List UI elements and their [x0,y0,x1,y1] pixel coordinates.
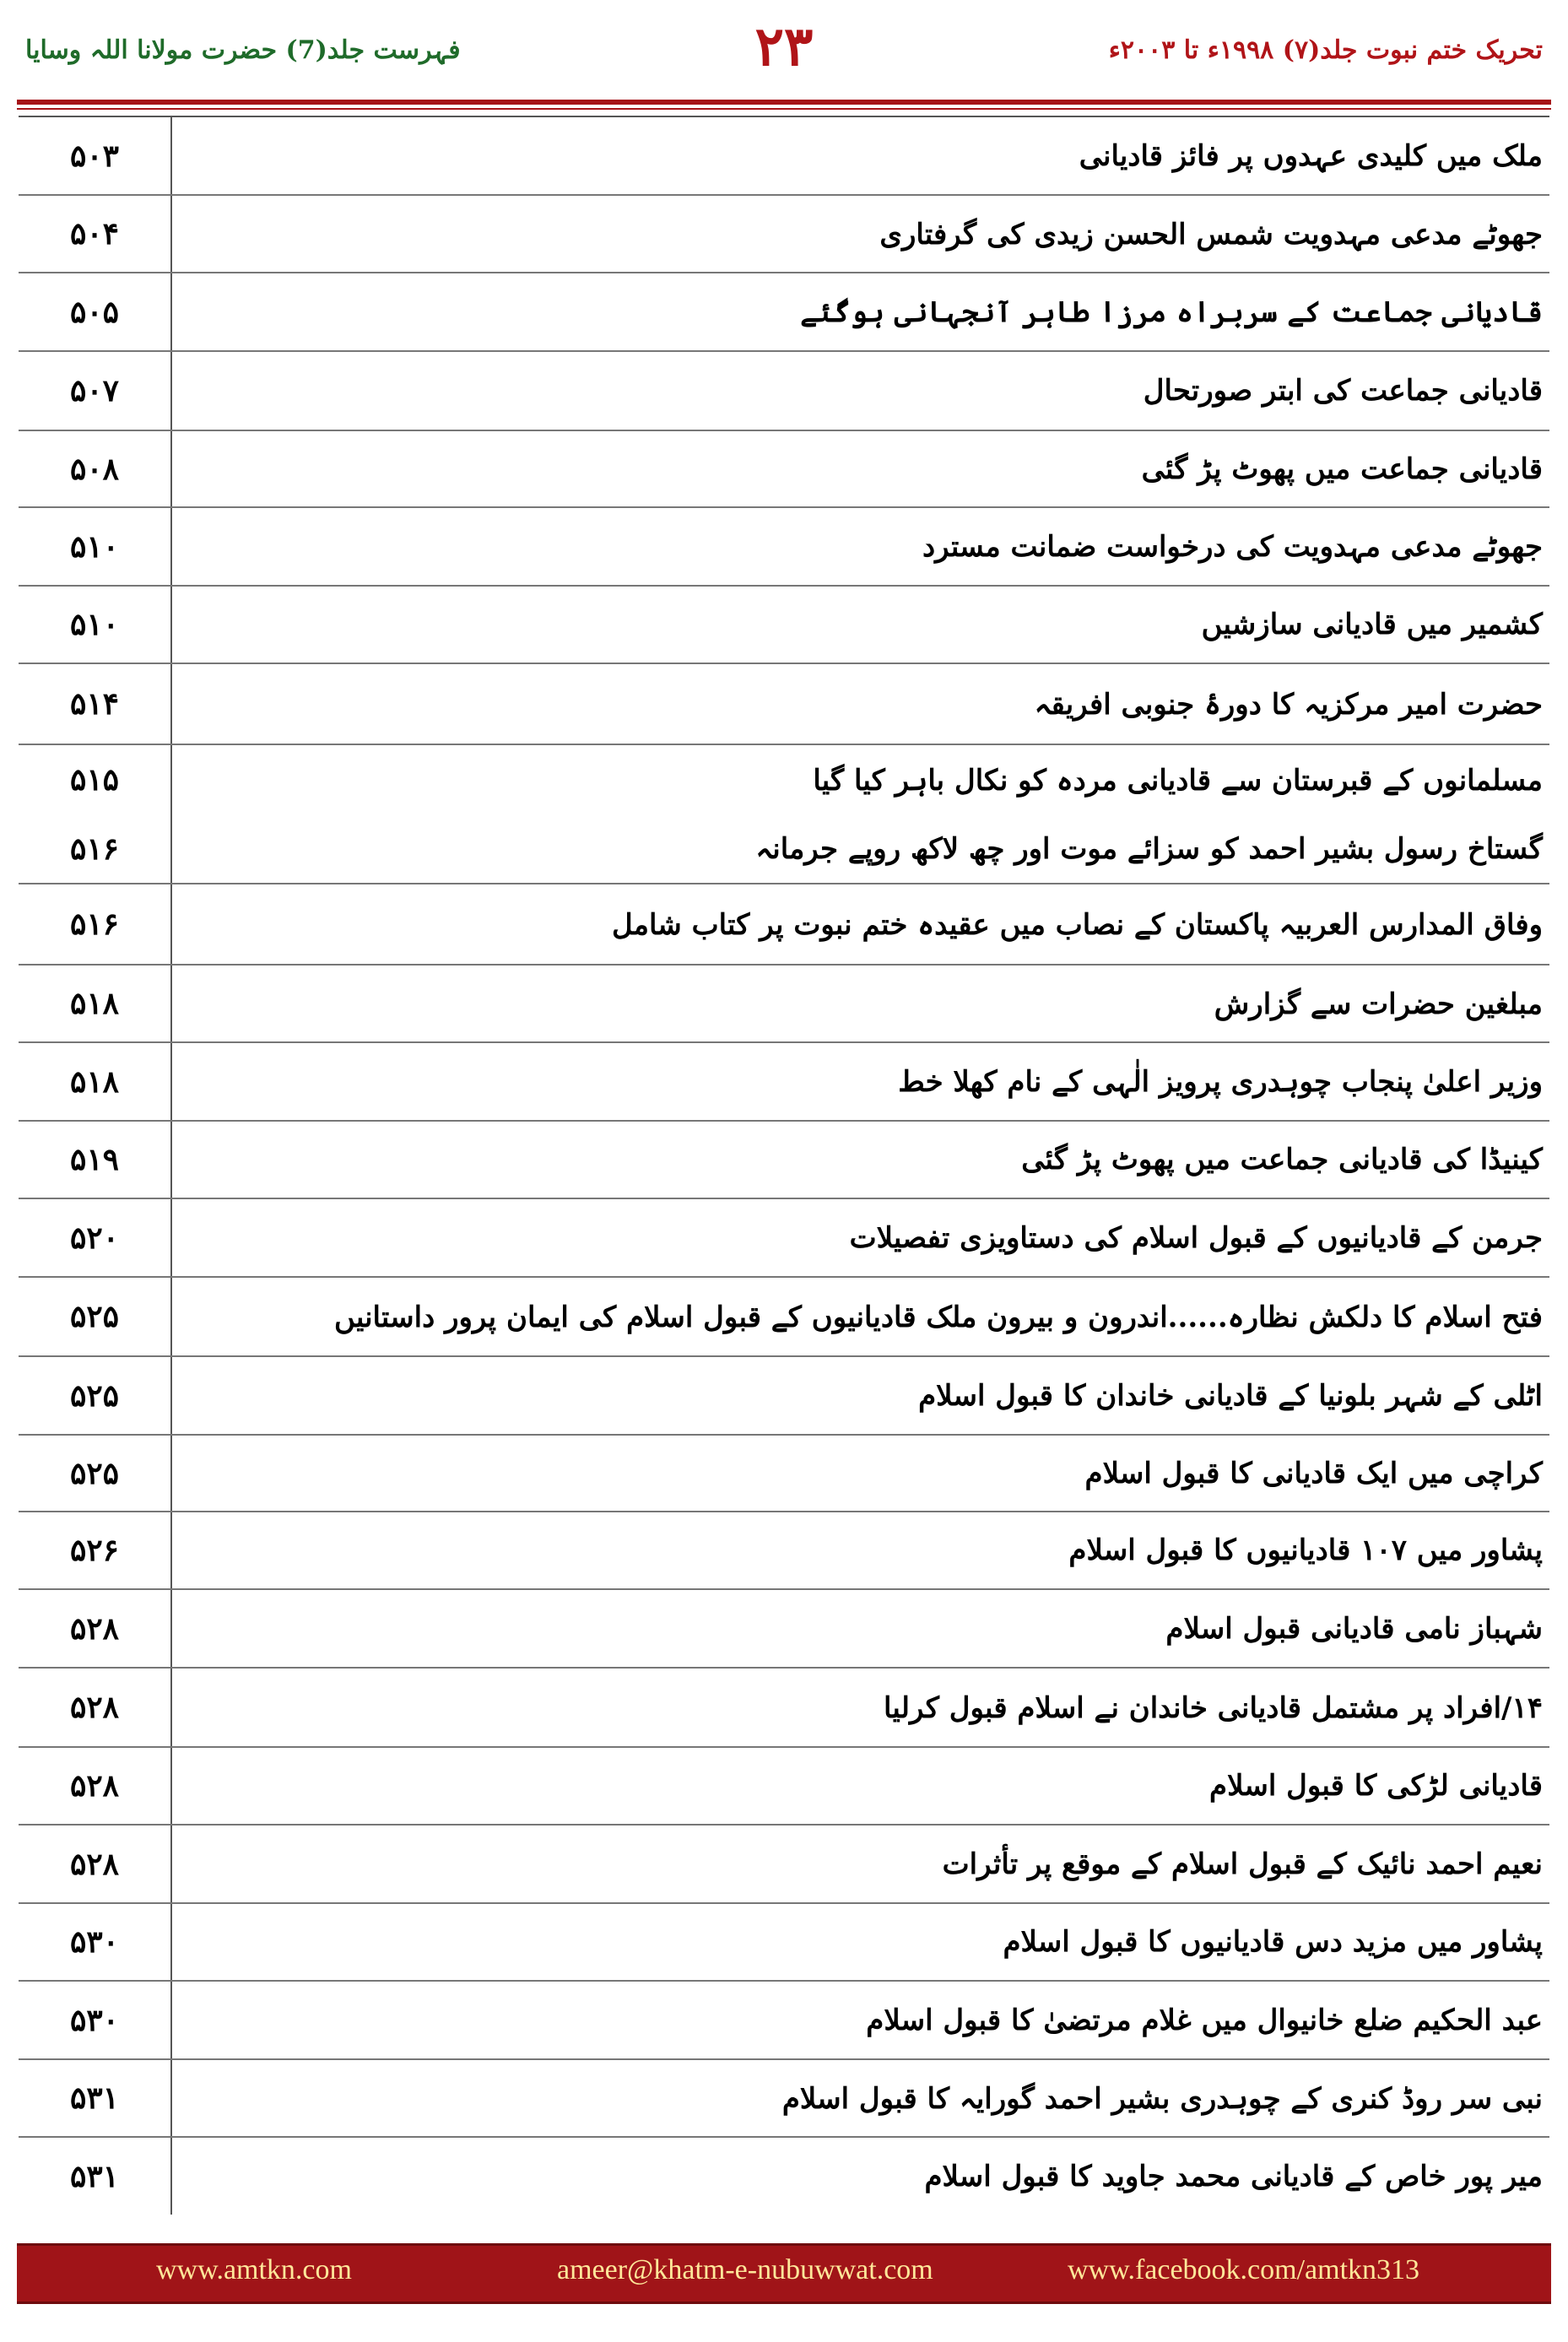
toc-page-number: ۵۱۸ [69,1063,119,1100]
toc-row [19,1748,1549,1825]
toc-row [19,273,1549,352]
toc-row [19,1436,1549,1512]
toc-title: فتح اسلام کا دلکش نظارہ......اندرون و بیرون ملک قادیانیوں کے قبول اسلام کی ایمان پرور داستانیں [333,1300,1543,1334]
toc-row [19,745,1549,814]
toc-title: مسلمانوں کے قبرستان سے قادیانی مردہ کو نکال باہر کیا گیا [813,763,1543,798]
toc-row [19,1043,1549,1122]
toc-title: پشاور میں ۱۰۷ قادیانیوں کا قبول اسلام [1068,1533,1543,1567]
toc-row [19,1825,1549,1904]
toc-row [19,1590,1549,1669]
toc-row [19,1512,1549,1590]
toc-page-number: ۵۰۵ [69,294,119,330]
toc-title: جھوٹے مدعی مہدویت شمس الحسن زیدی کی گرفتاری [879,217,1543,252]
page-number: ۲۳ [754,15,814,78]
index-volume-author: فہرست جلد(7) حضرت مولانا اللہ وسایا [25,35,461,65]
toc-page-number: ۵۰۴ [69,216,119,252]
toc-page-number: ۵۱۰ [69,607,119,642]
toc-title: اٹلی کے شہر بلونیا کے قادیانی خاندان کا قبول اسلام [918,1379,1543,1413]
toc-page-number: ۵۰۸ [69,451,119,487]
toc-page-number: ۵۰۷ [69,373,119,408]
table-of-contents [19,116,1549,2215]
toc-page-number: ۵۱۹ [69,1142,119,1177]
toc-title: شہباز نامی قادیانی قبول اسلام [1165,1612,1543,1646]
toc-row [19,1357,1549,1436]
toc-row [19,196,1549,273]
toc-row [19,1669,1549,1748]
toc-title: ملک میں کلیدی عہدوں پر فائز قادیانی [1079,139,1543,173]
toc-title: کراچی میں ایک قادیانی کا قبول اسلام [1084,1456,1543,1490]
toc-row [19,1904,1549,1982]
toc-row [19,1199,1549,1278]
toc-page-number: ۵۳۰ [69,1924,119,1960]
toc-row [19,431,1549,508]
toc-title: میر پور خاص کے قادیانی محمد جاوید کا قبول اسلام [924,2160,1543,2193]
toc-page-number: ۵۰۳ [69,138,119,174]
toc-title: کشمیر میں قادیانی سازشیں [1201,608,1543,641]
toc-row [19,965,1549,1043]
toc-row [19,2138,1549,2215]
toc-title: قادیانی جماعت کی ابتر صورتحال [1143,374,1543,408]
toc-title: مبلغین حضرات سے گزارش [1214,987,1543,1021]
toc-row [19,814,1549,884]
toc-title: نعیم احمد نائیک کے قبول اسلام کے موقع پر تأثرات [942,1847,1543,1881]
toc-row [19,1982,1549,2060]
toc-page-number: ۵۲۰ [69,1220,119,1256]
toc-page-number: ۵۱۸ [69,986,119,1021]
toc-row [19,664,1549,745]
toc-page-number: ۵۱۵ [69,762,119,798]
toc-title: وفاق المدارس العربیہ پاکستان کے نصاب میں عقیدہ ختم نبوت پر کتاب شامل [611,907,1543,942]
facebook-link[interactable]: www.facebook.com/amtkn313 [1068,2254,1420,2285]
toc-row [19,587,1549,664]
toc-title: کینیڈا کی قادیانی جماعت میں پھوٹ پڑ گئی [1021,1143,1543,1176]
toc-title: ۱۴/افراد پر مشتمل قادیانی خاندان نے اسلام قبول کرلیا [884,1690,1543,1725]
toc-row [19,884,1549,965]
header-rule-thin [17,108,1551,110]
toc-page-number: ۵۲۸ [69,1768,119,1804]
toc-title: نبی سر روڈ کنری کے چوہدری بشیر احمد گورایہ کا قبول اسلام [781,2081,1543,2116]
toc-title: جرمن کے قادیانیوں کے قبول اسلام کی دستاویزی تفصیلات [849,1221,1543,1255]
email-link[interactable]: ameer@khatm-e-nubuwwat.com [557,2254,933,2285]
toc-page-number: ۵۳۱ [69,2158,119,2194]
page-footer [17,2243,1551,2304]
page-header [0,0,1568,110]
toc-page-number: ۵۲۸ [69,1690,119,1725]
toc-page-number: ۵۱۰ [69,528,119,565]
toc-page-number: ۵۳۰ [69,2002,119,2038]
book-title: تحریک ختم نبوت جلد(۷) ۱۹۹۸ء تا ۲۰۰۳ء [1108,35,1543,65]
toc-page-number: ۵۳۱ [69,2080,119,2116]
toc-row [19,2060,1549,2138]
toc-page-number: ۵۲۶ [69,1533,119,1568]
toc-page-number: ۵۲۵ [69,1455,119,1491]
toc-title: قادیانی جماعت میں پھوٹ پڑ گئی [1141,452,1543,486]
toc-title: گستاخ رسول بشیر احمد کو سزائے موت اور چھ لاکھ روپے جرمانہ [755,832,1543,866]
toc-title: حضرت امیر مرکزیہ کا دورۂ جنوبی افریقہ [1034,687,1543,722]
toc-title: جھوٹے مدعی مہدویت کی درخواست ضمانت مسترد [922,530,1543,564]
header-rule-thick [17,100,1551,105]
toc-title: عبد الحکیم ضلع خانیوال میں غلام مرتضیٰ کا قبول اسلام [866,2003,1543,2037]
toc-title: قادیانی جماعت کے سربراہ مرزا طاہر آنجہانی ہوگئے [800,295,1543,329]
toc-title: پشاور میں مزید دس قادیانیوں کا قبول اسلام [1003,1925,1543,1959]
toc-page-number: ۵۲۵ [69,1377,119,1414]
toc-page-number: ۵۲۸ [69,1846,119,1882]
toc-page-number: ۵۲۵ [69,1299,119,1334]
toc-row [19,508,1549,587]
website-link[interactable]: www.amtkn.com [156,2254,352,2285]
toc-page-number: ۵۱۶ [69,830,119,867]
toc-row [19,352,1549,431]
toc-row [19,1122,1549,1199]
toc-row [19,117,1549,196]
toc-title: قادیانی لڑکی کا قبول اسلام [1209,1769,1543,1803]
toc-page-number: ۵۱۴ [69,686,119,722]
toc-page-number: ۵۲۸ [69,1610,119,1647]
toc-page-number: ۵۱۶ [69,906,119,942]
toc-row [19,1278,1549,1357]
toc-title: وزیر اعلیٰ پنجاب چوہدری پرویز الٰہی کے نام کھلا خط [898,1065,1543,1099]
